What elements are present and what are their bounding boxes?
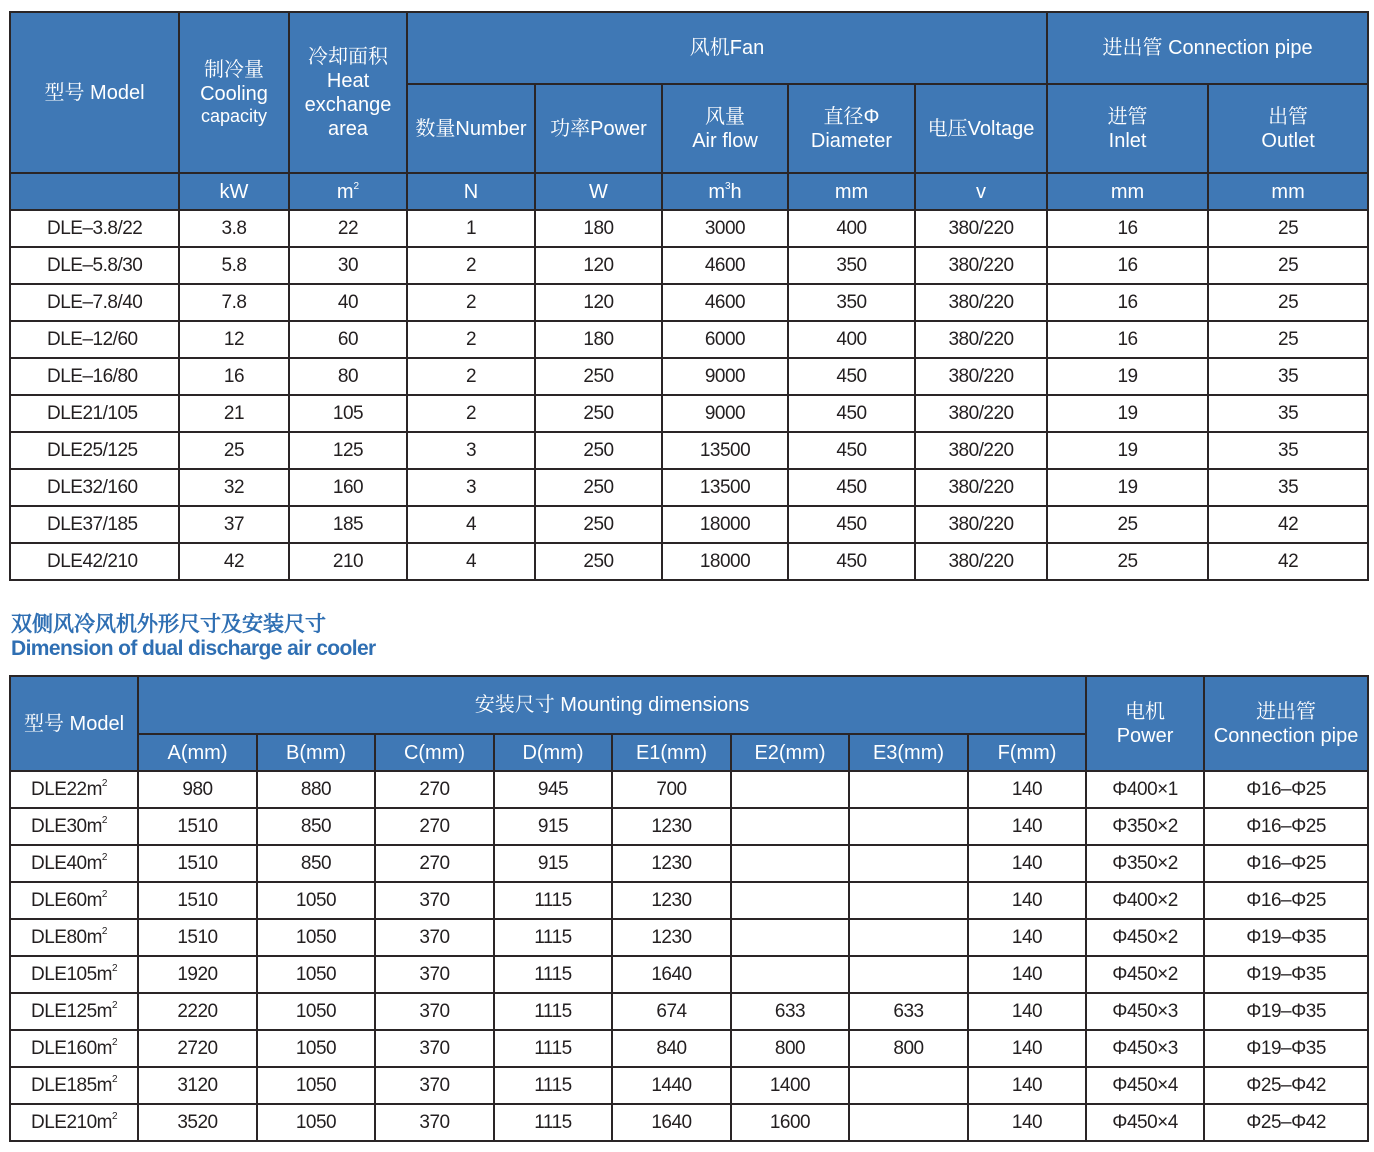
model-cell: $DLE40m^2$ [10,845,138,882]
value-cell: 7.8 [179,284,289,321]
value-cell: 370 [375,993,494,1030]
col-f-header: F(mm) [968,734,1086,771]
value-cell: 140 [968,771,1086,808]
model-cell: DLE42/210 [10,543,179,580]
value-cell: 250 [535,395,662,432]
value-cell: 140 [968,919,1086,956]
value-cell: 6000 [662,321,788,358]
value-cell: 140 [968,808,1086,845]
value-cell: 140 [968,1067,1086,1104]
value-cell: 380/220 [915,284,1047,321]
value-cell: 1115 [494,882,612,919]
col-e2-header: E2(mm) [731,734,849,771]
unit-cooling: kW [179,173,289,210]
value-cell: Φ450×2 [1086,919,1204,956]
value-cell: 800 [849,1030,968,1067]
table-row [10,469,1368,506]
model-cell: $DLE185m^2$ [10,1067,138,1104]
value-cell: 140 [968,956,1086,993]
value-cell: 2 [407,395,535,432]
model-cell: DLE32/160 [10,469,179,506]
value-cell: 1640 [612,1104,731,1141]
outlet-zh: 出管 [1268,105,1309,128]
value-cell: 2 [407,284,535,321]
model-cell: $DLE105m^2$ [10,956,138,993]
cooling-zh: 制冷量 [204,58,264,81]
value-cell: 380/220 [915,469,1047,506]
col-e1-header: E1(mm) [612,734,731,771]
col-b-header: B(mm) [257,734,375,771]
model-cell: DLE25/125 [10,432,179,469]
col-inlet-header [1047,84,1208,173]
value-cell [849,808,968,845]
value-cell: 2220 [138,993,257,1030]
value-cell: 4 [407,506,535,543]
diameter-zh: 直径Φ [823,105,880,128]
value-cell: 1050 [257,1104,375,1141]
table-row [10,321,1368,358]
value-cell: 16 [1047,321,1208,358]
value-cell: 633 [849,993,968,1030]
value-cell: 850 [257,845,375,882]
value-cell: Φ450×2 [1086,956,1204,993]
value-cell: 1115 [494,1067,612,1104]
value-cell: 9000 [662,395,788,432]
value-cell: 2 [407,358,535,395]
value-cell: 140 [968,1104,1086,1141]
col-d-header: D(mm) [494,734,612,771]
unit-area: $m^2$ [289,173,407,210]
value-cell: 1400 [731,1067,849,1104]
value-cell: 450 [788,358,915,395]
value-cell: Φ19–Φ35 [1204,1030,1368,1067]
value-cell: 1230 [612,845,731,882]
col-c-header: C(mm) [375,734,494,771]
value-cell: 3520 [138,1104,257,1141]
value-cell: Φ16–Φ25 [1204,808,1368,845]
value-cell: 3.8 [179,210,289,247]
value-cell: 140 [968,993,1086,1030]
value-cell: 250 [535,543,662,580]
value-cell: 37 [179,506,289,543]
value-cell: 370 [375,882,494,919]
table-row [10,771,1368,808]
value-cell: 380/220 [915,506,1047,543]
value-cell [731,882,849,919]
value-cell: 370 [375,919,494,956]
value-cell: 42 [1208,543,1368,580]
value-cell: 980 [138,771,257,808]
value-cell: 25 [1208,247,1368,284]
value-cell: 4600 [662,284,788,321]
diameter-en: Diameter [810,129,893,152]
value-cell: 270 [375,771,494,808]
specs-table [9,11,1369,581]
cooling-en1: Cooling [200,82,268,105]
value-cell: 450 [788,506,915,543]
value-cell: 380/220 [915,247,1047,284]
value-cell: 380/220 [915,395,1047,432]
value-cell: 700 [612,771,731,808]
value-cell [849,771,968,808]
value-cell: 400 [788,210,915,247]
value-cell: 3120 [138,1067,257,1104]
value-cell: 1115 [494,956,612,993]
value-cell: 450 [788,432,915,469]
value-cell: 18000 [662,506,788,543]
model-cell: DLE–12/60 [10,321,179,358]
value-cell: 1115 [494,919,612,956]
value-cell: 1230 [612,808,731,845]
col-pipe-header [1204,676,1368,771]
value-cell: Φ16–Φ25 [1204,882,1368,919]
airflow-zh: 风量 [705,105,745,128]
value-cell: 25 [1208,210,1368,247]
value-cell: 370 [375,1067,494,1104]
model-cell: $DLE60m^2$ [10,882,138,919]
table-row [10,247,1368,284]
model-cell: DLE21/105 [10,395,179,432]
value-cell: 35 [1208,469,1368,506]
value-cell [849,845,968,882]
value-cell: Φ16–Φ25 [1204,845,1368,882]
fan-group-header: 风机Fan [407,12,1047,84]
value-cell: 30 [289,247,407,284]
area-en2: exchange [304,93,392,116]
value-cell: 380/220 [915,321,1047,358]
model-cell: $DLE125m^2$ [10,993,138,1030]
unit-outlet: mm [1208,173,1368,210]
table-row [10,845,1368,882]
col-cooling-header [179,12,289,173]
unit-airflow: $m^3h$ [662,173,788,210]
value-cell: 25 [179,432,289,469]
value-cell: 120 [535,247,662,284]
value-cell: 185 [289,506,407,543]
value-cell: 4600 [662,247,788,284]
value-cell: 1920 [138,956,257,993]
model-cell: DLE–16/80 [10,358,179,395]
value-cell: 140 [968,882,1086,919]
value-cell: 25 [1208,284,1368,321]
col-model-header: 型号 Model [10,12,179,173]
model-cell: $DLE30m^2$ [10,808,138,845]
table-row [10,395,1368,432]
value-cell: 1510 [138,919,257,956]
col-power-header [1086,676,1204,771]
table-row [10,956,1368,993]
model-cell: $DLE80m^2$ [10,919,138,956]
value-cell: Φ19–Φ35 [1204,919,1368,956]
value-cell: 370 [375,1104,494,1141]
value-cell: 105 [289,395,407,432]
value-cell: 25 [1047,543,1208,580]
value-cell: 2720 [138,1030,257,1067]
value-cell: 840 [612,1030,731,1067]
table-row [10,808,1368,845]
value-cell: Φ19–Φ35 [1204,956,1368,993]
value-cell [731,956,849,993]
model-cell: $DLE160m^2$ [10,1030,138,1067]
value-cell: 16 [179,358,289,395]
value-cell [731,845,849,882]
model-cell: $DLE210m^2$ [10,1104,138,1141]
value-cell: 633 [731,993,849,1030]
value-cell: 1050 [257,882,375,919]
value-cell: 19 [1047,432,1208,469]
value-cell: 120 [535,284,662,321]
inlet-en: Inlet [1108,129,1147,152]
value-cell: 2 [407,321,535,358]
value-cell: 915 [494,808,612,845]
value-cell [849,956,968,993]
value-cell: 180 [535,321,662,358]
value-cell: Φ450×3 [1086,993,1204,1030]
col-voltage-header: 电压Voltage [915,84,1047,173]
value-cell: Φ25–Φ42 [1204,1067,1368,1104]
value-cell: 3000 [662,210,788,247]
value-cell: 210 [289,543,407,580]
value-cell: 1230 [612,882,731,919]
value-cell: 160 [289,469,407,506]
value-cell: 140 [968,1030,1086,1067]
value-cell: Φ350×2 [1086,808,1204,845]
value-cell: 1640 [612,956,731,993]
model-cell: DLE–7.8/40 [10,284,179,321]
value-cell: 32 [179,469,289,506]
col-diameter-header [788,84,915,173]
model-cell: DLE37/185 [10,506,179,543]
value-cell: 1510 [138,845,257,882]
section-title [11,613,376,661]
airflow-en: Air flow [692,129,758,152]
value-cell: 400 [788,321,915,358]
value-cell: 80 [289,358,407,395]
cooling-en2: capacity [200,105,268,126]
table-row [10,919,1368,956]
area-zh: 冷却面积 [308,45,388,68]
value-cell [731,771,849,808]
value-cell: Φ16–Φ25 [1204,771,1368,808]
inlet-zh: 进管 [1107,105,1148,128]
value-cell: 250 [535,469,662,506]
value-cell: 1050 [257,1067,375,1104]
table-row [10,882,1368,919]
value-cell [849,919,968,956]
value-cell: 270 [375,845,494,882]
value-cell: 1050 [257,1030,375,1067]
value-cell: Φ400×1 [1086,771,1204,808]
value-cell: 1510 [138,882,257,919]
value-cell: 800 [731,1030,849,1067]
value-cell: Φ400×2 [1086,882,1204,919]
value-cell: 250 [535,358,662,395]
value-cell: 370 [375,1030,494,1067]
outlet-en: Outlet [1261,129,1315,152]
value-cell: 350 [788,284,915,321]
value-cell: 180 [535,210,662,247]
table-row [10,993,1368,1030]
value-cell: 4 [407,543,535,580]
value-cell [849,1067,968,1104]
value-cell: 13500 [662,432,788,469]
section-title-zh: 双侧风冷风机外形尺寸及安装尺寸 [11,613,326,636]
units-row [10,173,1368,210]
col-area-header [289,12,407,173]
value-cell: 1115 [494,1030,612,1067]
value-cell: 9000 [662,358,788,395]
value-cell: 5.8 [179,247,289,284]
value-cell: 1115 [494,1104,612,1141]
value-cell: 1600 [731,1104,849,1141]
value-cell [849,1104,968,1141]
value-cell: 1050 [257,993,375,1030]
value-cell: 370 [375,956,494,993]
value-cell: 1510 [138,808,257,845]
pipe-zh: 进出管 [1256,700,1317,723]
value-cell: 60 [289,321,407,358]
value-cell: 22 [289,210,407,247]
value-cell: 1230 [612,919,731,956]
value-cell: 16 [1047,247,1208,284]
power-en: Power [1116,724,1174,747]
value-cell: 350 [788,247,915,284]
dimensions-table [9,675,1369,1142]
value-cell: 450 [788,469,915,506]
value-cell: 16 [1047,284,1208,321]
value-cell: 18000 [662,543,788,580]
col-e3-header: E3(mm) [849,734,968,771]
value-cell: 1115 [494,993,612,1030]
value-cell: Φ450×4 [1086,1104,1204,1141]
col-airflow-header [662,84,788,173]
value-cell: 450 [788,395,915,432]
value-cell: 125 [289,432,407,469]
value-cell: 42 [179,543,289,580]
model-cell: DLE–5.8/30 [10,247,179,284]
table-row [10,1104,1368,1141]
value-cell: 35 [1208,395,1368,432]
value-cell: 450 [788,543,915,580]
value-cell: 915 [494,845,612,882]
value-cell: 380/220 [915,432,1047,469]
unit-model [10,173,179,210]
value-cell: 674 [612,993,731,1030]
value-cell: 35 [1208,432,1368,469]
value-cell: 21 [179,395,289,432]
table-row [10,432,1368,469]
model-cell: $DLE22m^2$ [10,771,138,808]
mounting-group-header: 安装尺寸 Mounting dimensions [138,676,1086,734]
table-row [10,506,1368,543]
value-cell: 19 [1047,469,1208,506]
value-cell: 16 [1047,210,1208,247]
value-cell: 13500 [662,469,788,506]
table-row [10,543,1368,580]
unit-power: W [535,173,662,210]
value-cell: Φ25–Φ42 [1204,1104,1368,1141]
col-a-header: A(mm) [138,734,257,771]
power-zh: 电机 [1125,700,1166,723]
value-cell [731,919,849,956]
value-cell: 25 [1047,506,1208,543]
value-cell: 270 [375,808,494,845]
value-cell: 945 [494,771,612,808]
pipe-en: Connection pipe [1213,724,1359,747]
value-cell: 19 [1047,358,1208,395]
table-row [10,1030,1368,1067]
table-row [10,358,1368,395]
value-cell: 25 [1208,321,1368,358]
value-cell: Φ450×4 [1086,1067,1204,1104]
unit-diameter: mm [788,173,915,210]
value-cell: 140 [968,845,1086,882]
value-cell: 380/220 [915,358,1047,395]
col-outlet-header [1208,84,1368,173]
value-cell: 12 [179,321,289,358]
col-power-header: 功率Power [535,84,662,173]
area-en3: area [327,117,369,140]
value-cell: 380/220 [915,210,1047,247]
value-cell: 3 [407,432,535,469]
value-cell: 1050 [257,956,375,993]
table-row [10,1067,1368,1104]
value-cell: 850 [257,808,375,845]
value-cell: 1440 [612,1067,731,1104]
model-cell: DLE–3.8/22 [10,210,179,247]
value-cell: 1 [407,210,535,247]
value-cell: 380/220 [915,543,1047,580]
value-cell: 880 [257,771,375,808]
unit-number: N [407,173,535,210]
value-cell: 250 [535,432,662,469]
unit-voltage: v [915,173,1047,210]
section-title-en: Dimension of dual discharge air cooler [11,637,376,661]
value-cell [731,808,849,845]
value-cell: Φ19–Φ35 [1204,993,1368,1030]
table-row [10,210,1368,247]
col-number-header: 数量Number [407,84,535,173]
value-cell: 35 [1208,358,1368,395]
value-cell: 19 [1047,395,1208,432]
value-cell: 3 [407,469,535,506]
value-cell [849,882,968,919]
table-row [10,284,1368,321]
value-cell: 250 [535,506,662,543]
value-cell: 40 [289,284,407,321]
area-en1: Heat [326,69,370,92]
value-cell: Φ350×2 [1086,845,1204,882]
unit-inlet: mm [1047,173,1208,210]
value-cell: 2 [407,247,535,284]
value-cell: 42 [1208,506,1368,543]
value-cell: Φ450×3 [1086,1030,1204,1067]
col-model-header: 型号 Model [10,676,138,771]
pipe-group-header: 进出管 Connection pipe [1047,12,1368,84]
value-cell: 1050 [257,919,375,956]
